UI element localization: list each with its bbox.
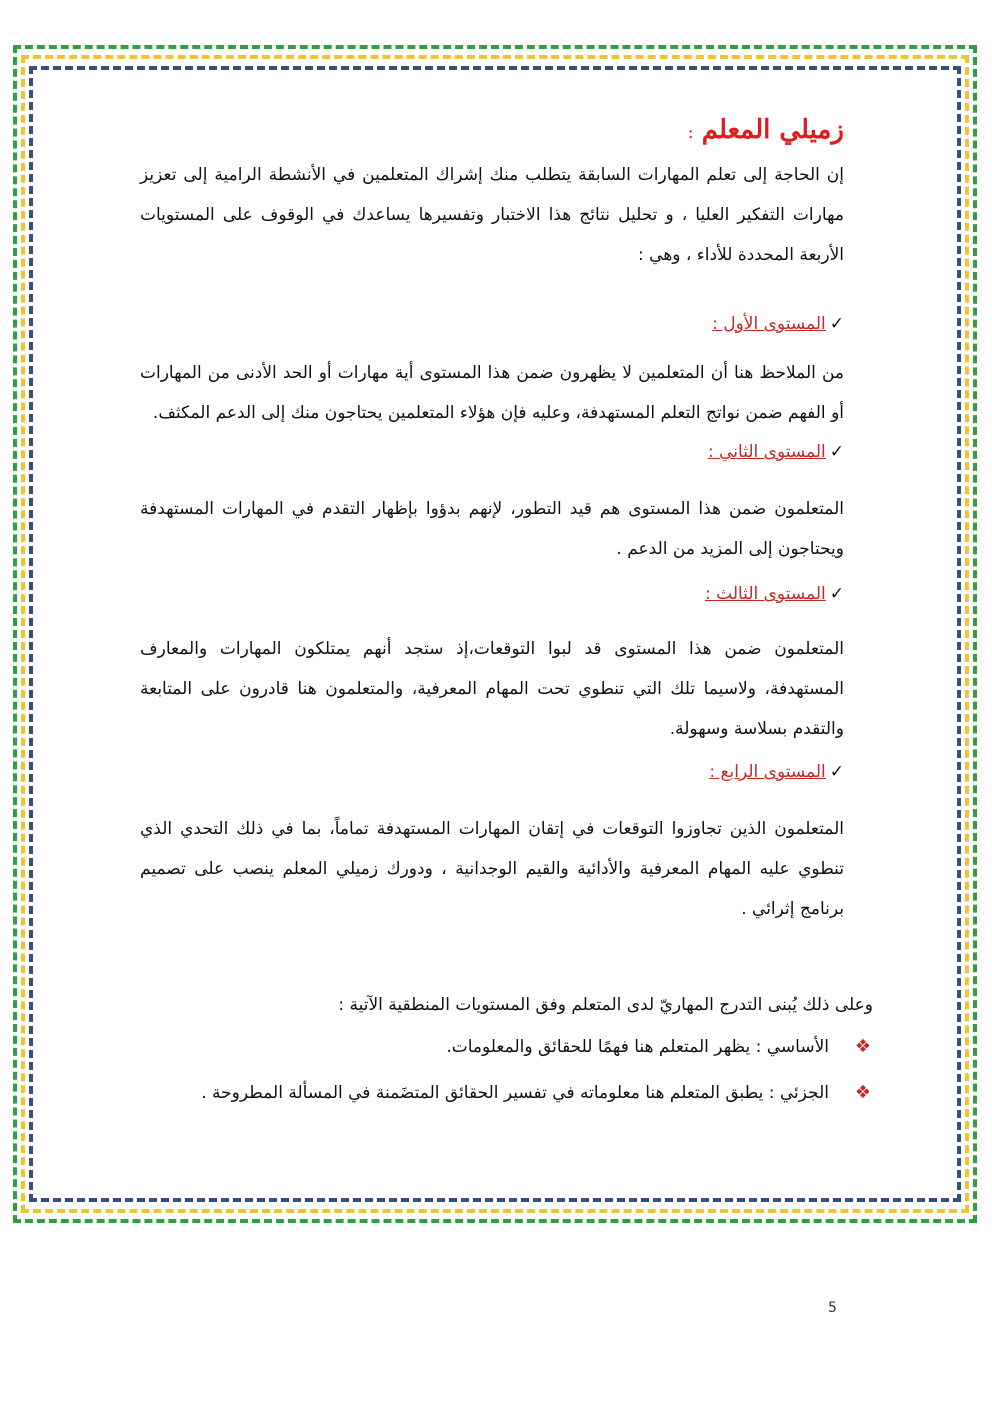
gradation-item-text: الأساسي : يظهر المتعلم هنا فهمًا للحقائق والمعلومات. [446,1037,829,1057]
level-1-text: من الملاحظ هنا أن المتعلمين لا يظهرون ضمن هذا المستوى أية مهارات أو الحد الأدنى من المهارات أو الفهم ضمن نواتج التعلم المستهدفة، وعليه فإن هؤلاء المتعلمين يحتاجون منك إلى الدعم المكثف. [140,363,844,423]
level-3-heading [140,579,844,609]
check-icon: ✓ [829,584,844,604]
diamond-bullet-icon: ❖ [854,1082,872,1103]
level-2-text: المتعلمون ضمن هذا المستوى هم قيد التطور، لإنهم بدؤوا بإظهار التقدم في المهارات المستهدفة ويحتاجون إلى المزيد من الدعم . [140,499,844,559]
page-title-text: زميلي المعلم [701,115,844,145]
level-4-text: المتعلمون الذين تجاوزوا التوقعات في إتقان المهارات المستهدفة تماماً، بما في ذلك التحدي الذي تنطوي عليه المهام المعرفية والأدائية والقيم الوجدانية ، ودورك زميلي المعلم ينصب على تصميم برنامج إثرائي . [140,819,844,919]
list-item [140,1032,873,1062]
level-2-heading [140,437,844,467]
level-1-heading [140,309,844,339]
level-1-label: المستوى الأول : [712,314,826,334]
level-3-label: المستوى الثالث : [705,584,826,604]
gradation-intro: وعلى ذلك يُبنى التدرج المهاريّ لدى المتعلم وفق المستويات المنطقية الآتية : [338,995,873,1015]
gradation-item-text: الجزئي : يطبق المتعلم هنا معلوماته في تفسير الحقائق المتضَمنة في المسألة المطروحة . [201,1083,829,1103]
page-title-colon: : [687,122,694,143]
level-4-label: المستوى الرابع : [709,762,826,782]
gradation-list [140,1032,873,1124]
level-2-label: المستوى الثاني : [707,442,826,462]
level-4-heading [140,757,844,787]
main-content [140,108,844,929]
check-icon: ✓ [829,442,844,462]
page-number: 5 [828,1300,837,1316]
check-icon: ✓ [829,314,844,334]
list-item [140,1078,873,1108]
intro-paragraph: إن الحاجة إلى تعلم المهارات السابقة يتطلب منك إشراك المتعلمين في الأنشطة الرامية إلى تعزيز مهارات التفكير العليا ، و تحليل نتائج هذا الاختبار وتفسيرها يساعدك في الوقوف على المستويات الأربعة المحددة للأداء ، وهي : [140,165,844,265]
level-3-text: المتعلمون ضمن هذا المستوى قد لبوا التوقعات،إذ ستجد أنهم يمتلكون المهارات والمعارف المستهدفة، ولاسيما تلك التي تنطوي تحت المهام المعرفية، والمتعلمون هنا قادرون على المتابعة والتقدم بسلاسة وسهولة. [140,639,844,739]
diamond-bullet-icon: ❖ [854,1036,872,1057]
page-title [140,108,844,155]
check-icon: ✓ [829,762,844,782]
